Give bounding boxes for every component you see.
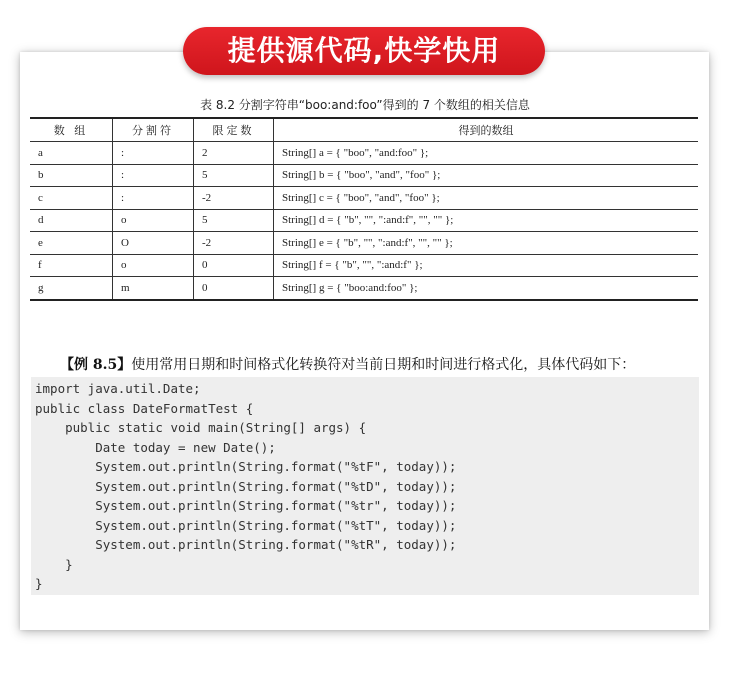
cell-delimiter: m: [113, 277, 194, 300]
cell-limit: 5: [194, 209, 274, 232]
header-limit: 限定数: [194, 118, 274, 142]
cell-array: b: [30, 164, 113, 187]
table-row: [30, 187, 698, 210]
cell-array: a: [30, 142, 113, 165]
code-line: public static void main(String[] args) {: [35, 420, 367, 435]
code-line: }: [35, 556, 73, 572]
table-row: [30, 277, 698, 300]
cell-result: String[] f = { "b", "", ":and:f" };: [274, 254, 699, 277]
code-line: System.out.println(String.format("%tT", today));: [35, 517, 457, 533]
cell-result: String[] d = { "b", "", ":and:f", "", "" };: [274, 209, 699, 232]
cell-limit: 0: [194, 254, 274, 277]
cell-array: c: [30, 187, 113, 210]
code-line: System.out.println(String.format("%tF", today));: [35, 459, 457, 474]
cell-limit: 5: [194, 164, 274, 187]
cell-result: String[] g = { "boo:and:foo" };: [274, 277, 699, 300]
cell-result: String[] e = { "b", "", ":and:f", "", "" };: [274, 232, 699, 255]
table-row: [30, 209, 698, 232]
cell-delimiter: o: [113, 254, 194, 277]
table-row: [30, 164, 698, 187]
split-results-table: [30, 117, 698, 301]
cell-result: String[] a = { "boo", "and:foo" };: [274, 142, 699, 165]
title-banner: 提供源代码,快学快用: [183, 27, 545, 75]
cell-array: g: [30, 277, 113, 300]
code-line: System.out.println(String.format("%tr", today));: [35, 498, 457, 513]
cell-limit: -2: [194, 187, 274, 210]
cell-limit: 0: [194, 277, 274, 300]
code-line: }: [35, 576, 43, 591]
cell-array: f: [30, 254, 113, 277]
cell-delimiter: O: [113, 232, 194, 255]
code-block: [31, 377, 699, 595]
code-line: System.out.println(String.format("%tD", today));: [35, 478, 457, 494]
code-line: System.out.println(String.format("%tR", today));: [35, 537, 457, 552]
header-result: 得到的数组: [274, 118, 699, 142]
table-header-row: [30, 118, 698, 142]
cell-limit: -2: [194, 232, 274, 255]
table-row: [30, 254, 698, 277]
code-line: public class DateFormatTest {: [35, 400, 254, 416]
table-row: [30, 232, 698, 255]
table-row: [30, 142, 698, 165]
header-delimiter: 分割符: [113, 118, 194, 142]
code-line: Date today = new Date();: [35, 439, 276, 455]
cell-result: String[] c = { "boo", "and", "foo" };: [274, 187, 699, 210]
example-label: 【例 8.5】: [60, 357, 132, 373]
cell-array: e: [30, 232, 113, 255]
table-caption: 表 8.2 分割字符串“boo:and:foo”得到的 7 个数组的相关信息: [200, 98, 530, 112]
cell-result: String[] b = { "boo", "and", "foo" };: [274, 164, 699, 187]
cell-delimiter: o: [113, 209, 194, 232]
code-line: import java.util.Date;: [35, 381, 201, 396]
cell-delimiter: :: [113, 142, 194, 165]
header-array: 数 组: [30, 118, 113, 142]
example-description: 使用常用日期和时间格式化转换符对当前日期和时间进行格式化，具体代码如下：: [131, 357, 636, 373]
cell-array: d: [30, 209, 113, 232]
cell-delimiter: :: [113, 164, 194, 187]
example-heading: [60, 354, 635, 374]
cell-delimiter: :: [113, 187, 194, 210]
cell-limit: 2: [194, 142, 274, 165]
